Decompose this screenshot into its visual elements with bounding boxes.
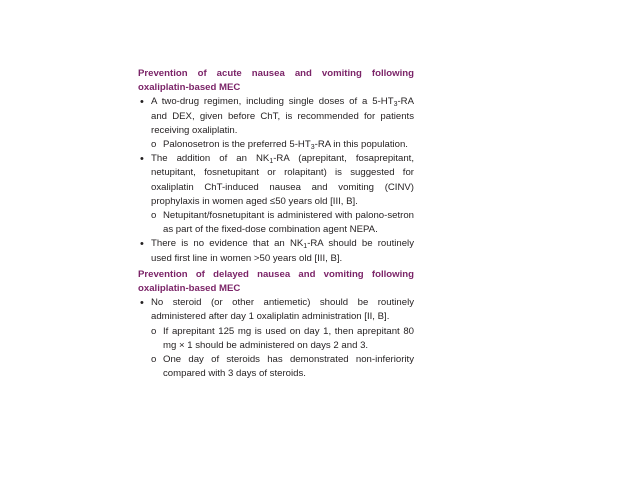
sub-bullet-aprepitant: o If aprepitant 125 mg is used on day 1, then aprepitant 80 mg × 1 should be administered on days 2 and 3. (151, 325, 414, 353)
bullet-text: Palonosetron is the preferred 5-HT (163, 139, 311, 151)
bullet-text: No steroid (or other antiemetic) should be routinely administered after day 1 oxaliplatin administration [II, B]. (151, 297, 414, 323)
bullet-text: A two-drug regimen, including single doses of a 5-HT (151, 96, 394, 108)
sub-list (151, 138, 414, 152)
bullet-text: -RA in this population. (314, 139, 408, 151)
subscript: 1 (303, 243, 308, 251)
sub-list (151, 209, 414, 237)
guideline-text (138, 67, 414, 381)
bullet-no-evidence (138, 237, 414, 265)
section-heading-acute: Prevention of acute nausea and vomiting following oxaliplatin-based MEC (138, 68, 414, 94)
subscript: 3 (310, 144, 315, 152)
acute-bullet-list (138, 95, 414, 265)
sub-bullet-steroid-days: o One day of steroids has demonstrated non-inferiority compared with 3 days of steroids. (151, 353, 414, 381)
section-heading-delayed: Prevention of delayed nausea and vomiting following oxaliplatin-based MEC (138, 268, 414, 295)
bullet-text: -RA (aprepitant, fosaprepitant, netupitant, fosnetupitant or rolapitant) is suggested for oxaliplatin ChT-induced nausea and vomiting (CINV) prophylaxis in women aged ≤50 years old [III, B]. (151, 153, 414, 207)
bullet-text: -RA and DEX, given before ChT, is recommended for patients receiving oxaliplatin. (151, 96, 414, 136)
bullet-nk1-addition (138, 152, 414, 237)
bullet-text: -RA should be routinely used first line in women >50 years old [III, B]. (151, 238, 414, 264)
bullet-two-drug-regimen (138, 95, 414, 152)
bullet-text: There is no evidence that an NK (151, 238, 304, 250)
sub-bullet-palonosetron (151, 138, 414, 152)
subscript: 1 (269, 158, 274, 166)
bullet-no-steroid (138, 296, 414, 381)
subscript: 3 (393, 101, 398, 109)
sub-bullet-netupitant: o Netupitant/fosnetupitant is administered with palono-setron as part of the fixed-dose combination agent NEPA. (151, 209, 414, 237)
sub-list (151, 325, 414, 382)
bullet-text: The addition of an NK (151, 153, 270, 165)
delayed-bullet-list (138, 296, 414, 381)
